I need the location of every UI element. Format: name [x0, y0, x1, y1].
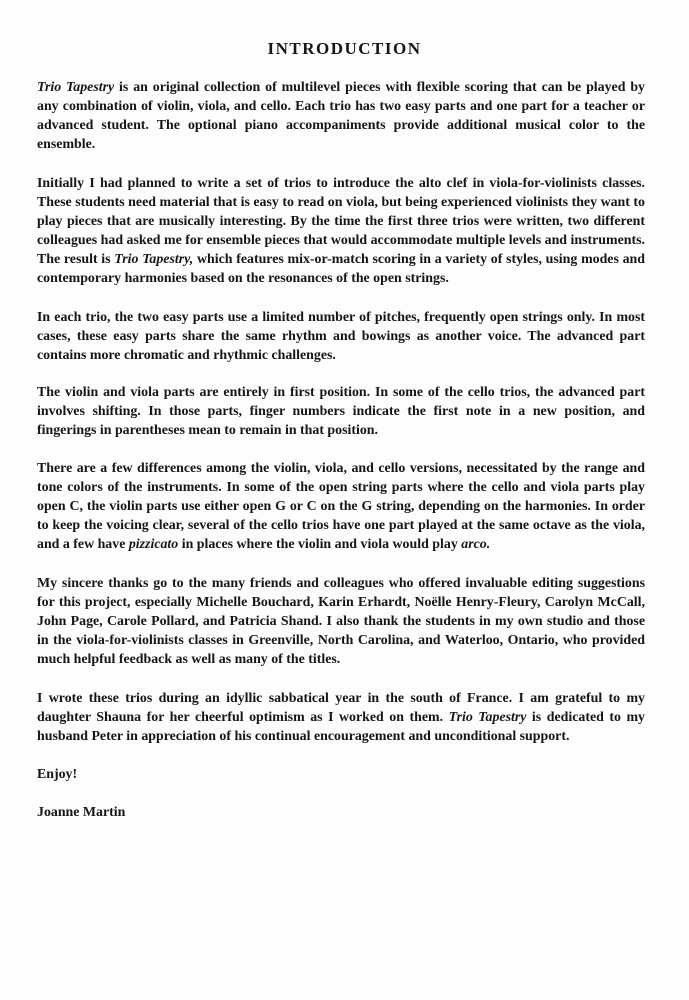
- paragraph-positions: [37, 383, 645, 440]
- author-signature: Joanne Martin: [37, 805, 126, 820]
- paragraph-text: My sincere thanks go to the many friends and colleagues who offered invaluable editing suggestions for this project, especially Michelle Bouchard, Karin Erhardt, Noëlle Henry-Fleury, Carolyn McCall, John Page, Carole Pollard, and Patricia Shand. I also thank the students in my own studio and those in the viola-for-violinists classes in Greenville, North Carolina, and Waterloo, Ontario, who provided much helpful feedback as well as many of the titles.: [37, 576, 645, 667]
- book-title: Trio Tapestry: [448, 710, 527, 725]
- closing-line: Enjoy!: [37, 767, 78, 782]
- paragraph-text: There are a few differences among the violin, viola, and cello versions, necessitated by the range and tone colors of the instruments. In some of the open string parts where the cello and viola parts play open C, the violin parts use either open G or C on the G string, depending on the harmonies. In order to keep the voicing clear, several of the cello trios have one part played at the same octave as the viola, and a few have: [37, 461, 645, 552]
- paragraph-acknowledgements: [37, 574, 645, 669]
- paragraph-text: In each trio, the two easy parts use a limited number of pitches, frequently open strings only. In most cases, these easy parts share the same rhythm and bowings as another voice. The advanced part contains more chromatic and rhythmic challenges.: [37, 310, 645, 363]
- paragraph-text: Initially I had planned to write a set of trios to introduce the alto clef in viola-for-violinists classes. These students need material that is easy to read on viola, but being experienced violinists they want to play pieces that are musically interesting. By the time the first three trios were written, two different colleagues had asked me for ensemble pieces that would accommodate multiple levels and instruments. The result is: [37, 176, 645, 267]
- paragraph-text: The violin and viola parts are entirely in first position. In some of the cello trios, the advanced part involves shifting. In those parts, finger numbers indicate the first note in a new position, and fingerings in parentheses mean to remain in that position.: [37, 385, 645, 438]
- paragraph-text: I wrote these trios during an idyllic sabbatical year in the south of France. I am grateful to my daughter Shauna for her cheerful optimism as I worked on them.: [37, 691, 645, 725]
- body-text: [37, 78, 645, 822]
- paragraph-parts: [37, 308, 645, 365]
- paragraph-text: is an original collection of multilevel pieces with flexible scoring that can be played by any combination of violin, viola, and cello. Each trio has two easy parts and one part for a teacher or advanced student. The optional piano accompaniments provide additional musical color to the ensemble.: [37, 80, 645, 152]
- paragraph-overview: [37, 78, 645, 154]
- page-title: INTRODUCTION: [267, 39, 422, 58]
- paragraph-text: is dedicated to my husband Peter in appreciation of his continual encouragement and unconditional support.: [37, 710, 645, 744]
- paragraph-text: in places where the violin and viola would play: [178, 537, 462, 552]
- book-title: Trio Tapestry: [37, 80, 115, 95]
- paragraph-differences: [37, 459, 645, 554]
- paragraph-origin: [37, 174, 645, 288]
- italic-term: arco.: [461, 537, 491, 552]
- book-title: Trio Tapestry,: [114, 252, 194, 267]
- paragraph-text: which features mix-or-match scoring in a variety of styles, using modes and contemporary harmonies based on the resonances of the open strings.: [37, 252, 645, 286]
- paragraph-dedication: [37, 689, 645, 746]
- italic-term: pizzicato: [128, 537, 179, 552]
